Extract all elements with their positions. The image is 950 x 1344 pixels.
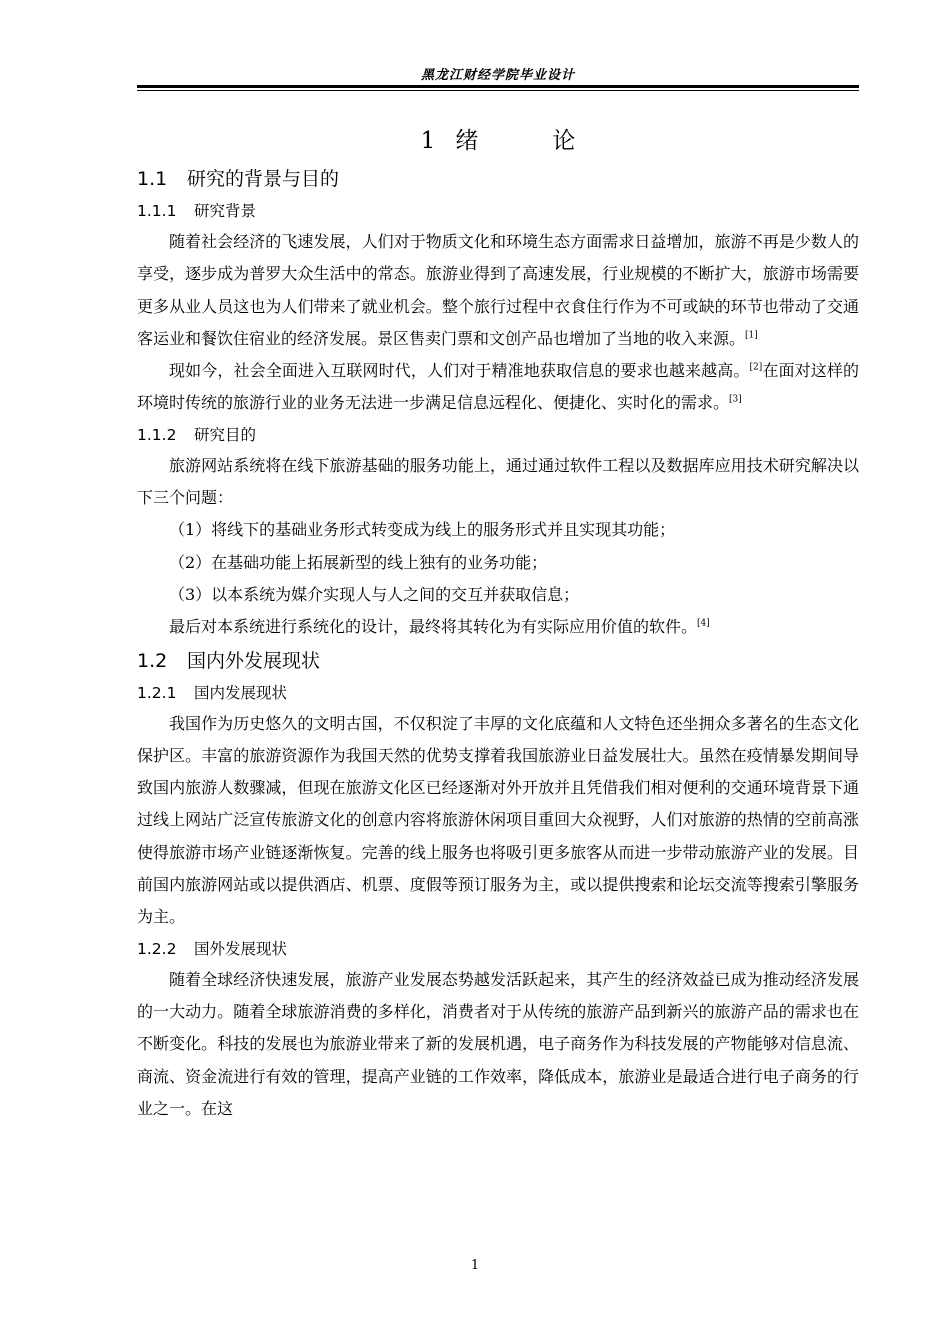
citation-ref: [2] [749,362,763,373]
section-number: 1.2 [137,649,168,672]
citation-ref: [4] [697,618,710,629]
subsection-number: 1.1.1 [137,202,177,220]
paragraph-purpose-1: 旅游网站系统将在线下旅游基础的服务功能上，通过通过软件工程以及数据库应用技术研究解决以下三个问题： [137,455,859,508]
subsection-heading-1-1-2 [137,420,859,450]
subsection-heading-1-1-1 [137,196,859,226]
paragraph-foreign: 随着全球经济快速发展，旅游产业发展态势越发活跃起来，其产生的经济效益已成为推动经济发展的一大动力。随着全球旅游消费的多样化，消费者对于从传统的旅游产品到新兴的旅游产品的需求也在不断变化。科技的发展也为旅游业带来了新的发展机遇，电子商务作为科技发展的产物能够对信息流、商流、资金流进行有效的管理，提高产业链的工作效率，降低成本，旅游业是最适合进行电子商务的行业之一。在这 [137,969,859,1118]
list-item-2: （2）在基础功能上拓展新型的线上独有的业务功能； [169,552,548,572]
header-rule-thick [137,85,859,88]
subsection-number: 1.1.2 [137,425,177,444]
chapter-title-part-b: 论 [552,128,576,154]
chapter-number: 1 [420,128,436,154]
subsection-number: 1.2.1 [137,683,177,702]
list-item-3: （3）以本系统为媒介实现人与人之间的交互并获取信息； [169,584,580,604]
subsection-title: 国外发展现状 [194,939,288,958]
section-title: 国内外发展现状 [187,649,321,672]
subsection-heading-1-2-2 [137,934,859,964]
subsection-title: 国内发展现状 [194,683,288,702]
subsection-heading-1-2-1 [137,678,859,708]
paragraph-background-1: 随着社会经济的飞速发展，人们对于物质文化和环境生态方面需求日益增加，旅游不再是少数人的享受，逐步成为普罗大众生活中的常态。旅游业得到了高速发展，行业规模的不断扩大，旅游市场需要更多从业人员这也为人们带来了就业机会。整个旅行过程中衣食住行作为不可或缺的环节也带动了交通客运业和餐饮住宿业的经济发展。景区售卖门票和文创产品也增加了当地的收入来源。[1] [137,232,859,348]
header-rule-thin [137,90,859,91]
chapter-title [137,122,859,155]
subsection-number: 1.2.2 [137,939,177,958]
subsection-title: 研究目的 [194,425,257,444]
chapter-title-part-a: 绪 [455,128,479,154]
page-header: 黑龙江财经学院毕业设计 [420,68,575,83]
paragraph-purpose-2: 最后对本系统进行系统化的设计，最终将其转化为有实际应用价值的软件。[4] [169,617,710,637]
paragraph-background-2: 现如今，社会全面进入互联网时代，人们对于精准地获取信息的要求也越来越高。[2]在面对这样的环境时传统的旅游行业的业务无法进一步满足信息远程化、便捷化、实时化的需求。[3] [137,361,859,413]
subsection-title: 研究背景 [194,202,257,220]
section-heading-1-2 [137,644,859,678]
page-number: 1 [470,1258,480,1273]
paragraph-domestic: 我国作为历史悠久的文明古国，不仅积淀了丰厚的文化底蕴和人文特色还坐拥众多著名的生态文化保护区。丰富的旅游资源作为我国天然的优势支撑着我国旅游业日益发展壮大。虽然在疫情暴发期间导致国内旅游人数骤减，但现在旅游文化区已经逐渐对外开放并且凭借我们相对便利的交通环境背景下通过线上网站广泛宣传旅游文化的创意内容将旅游休闲项目重回大众视野，人们对旅游的热情的空前高涨使得旅游市场产业链逐渐恢复。完善的线上服务也将吸引更多旅客从而进一步带动旅游产业的发展。目前国内旅游网站或以提供酒店、机票、度假等预订服务为主，或以提供搜索和论坛交流等搜索引擎服务为主。 [137,713,859,927]
list-item-1: （1）将线下的基础业务形式转变成为线上的服务形式并且实现其功能； [169,520,676,540]
section-title: 研究的背景与目的 [187,168,340,190]
citation-ref: [1] [745,330,758,341]
section-number: 1.1 [137,168,168,190]
body-content [137,162,859,1125]
citation-ref: [3] [729,395,742,406]
section-heading-1-1 [137,162,859,196]
